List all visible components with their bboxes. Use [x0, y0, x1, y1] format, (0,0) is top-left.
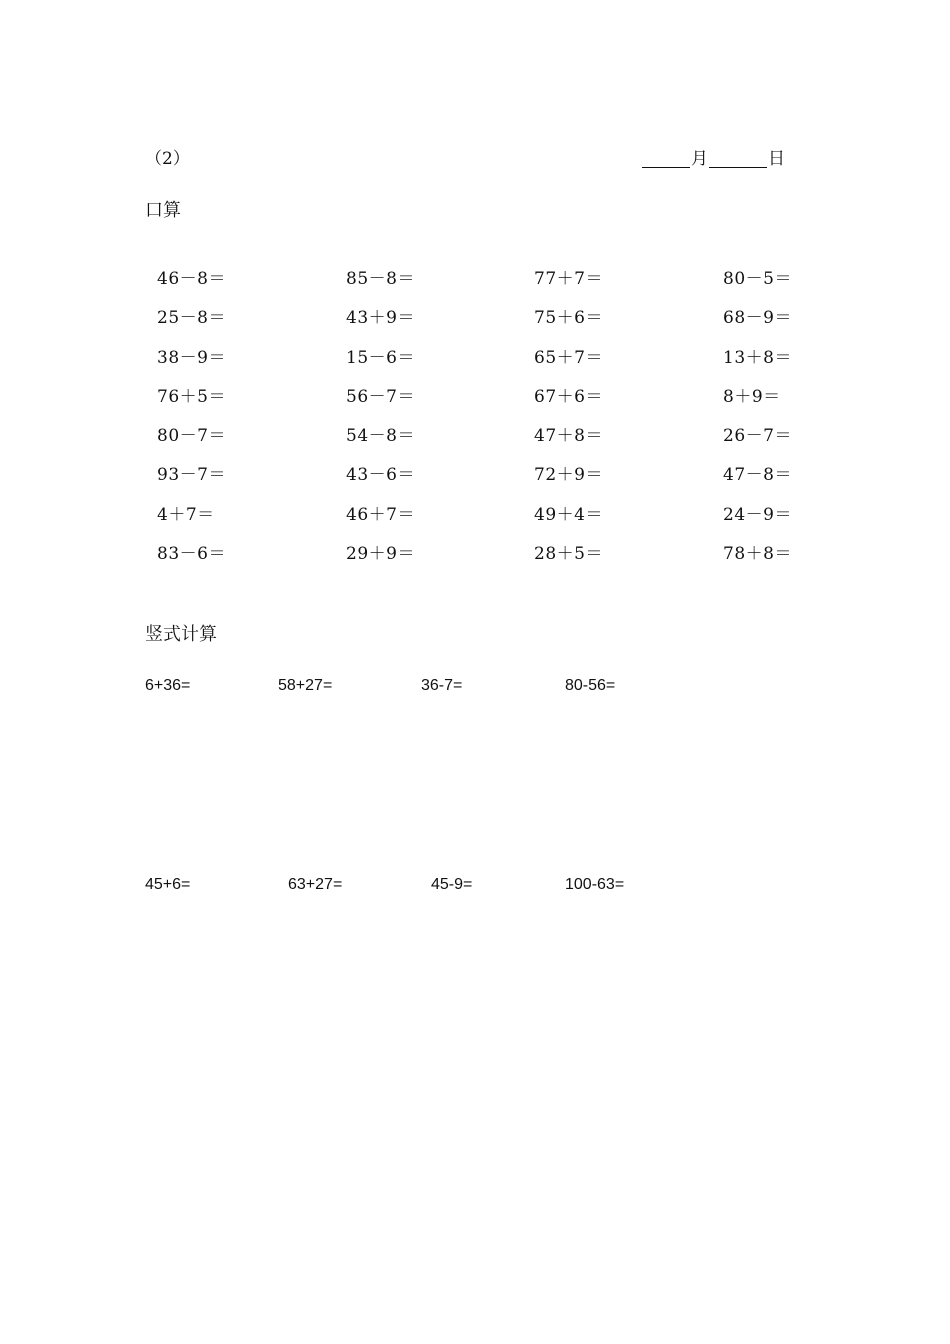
oral-problem: 13＋8＝ [723, 347, 792, 368]
month-label: 月 [691, 149, 708, 169]
oral-row [157, 421, 817, 460]
oral-row [157, 264, 817, 303]
oral-row [157, 382, 817, 421]
oral-row [157, 460, 817, 499]
oral-problem: 38－9＝ [157, 347, 226, 368]
oral-problem: 75＋6＝ [534, 308, 603, 329]
oral-row [157, 539, 817, 578]
oral-problem: 26－7＝ [723, 426, 792, 447]
oral-row [157, 500, 817, 539]
oral-section-title: 口算 [145, 200, 181, 221]
oral-problem: 67＋6＝ [534, 386, 603, 407]
vertical-problem: 58+27= [278, 677, 333, 694]
exercise-number: （2） [145, 149, 190, 169]
oral-problem: 43－6＝ [346, 465, 415, 486]
vertical-problem: 100-63= [565, 876, 625, 893]
oral-problem: 56－7＝ [346, 386, 415, 407]
vertical-problem: 63+27= [288, 876, 343, 893]
oral-problem: 80－5＝ [723, 269, 792, 289]
vertical-problem: 45-9= [431, 876, 473, 893]
oral-problem-grid [157, 264, 817, 578]
vertical-problem: 45+6= [145, 876, 191, 893]
oral-row [157, 303, 817, 342]
oral-problem: 65＋7＝ [534, 347, 603, 368]
day-label: 日 [768, 149, 785, 169]
oral-problem: 25－8＝ [157, 308, 226, 329]
month-blank[interactable] [642, 151, 690, 168]
vertical-section-title: 竖式计算 [145, 624, 217, 645]
oral-problem: 29＋9＝ [346, 544, 415, 565]
oral-problem: 43＋9＝ [346, 308, 415, 329]
vertical-problem: 80-56= [565, 677, 616, 694]
oral-problem: 54－8＝ [346, 426, 415, 447]
oral-problem: 77＋7＝ [534, 269, 603, 289]
oral-problem: 24－9＝ [723, 504, 792, 525]
oral-problem: 8＋9＝ [723, 386, 781, 407]
day-blank[interactable] [709, 151, 767, 168]
oral-problem: 4＋7＝ [157, 504, 215, 525]
oral-problem: 80－7＝ [157, 426, 226, 447]
oral-problem: 83－6＝ [157, 544, 226, 565]
vertical-problem: 36-7= [421, 677, 463, 694]
oral-problem: 76＋5＝ [157, 386, 226, 407]
oral-problem: 85－8＝ [346, 269, 415, 289]
oral-problem: 93－7＝ [157, 465, 226, 486]
oral-problem: 46－8＝ [157, 269, 226, 289]
vertical-problem: 6+36= [145, 677, 191, 694]
oral-problem: 15－6＝ [346, 347, 415, 368]
oral-problem: 47－8＝ [723, 465, 792, 486]
oral-problem: 49＋4＝ [534, 504, 603, 525]
date-line [642, 151, 786, 168]
oral-problem: 28＋5＝ [534, 544, 603, 565]
oral-problem: 47＋8＝ [534, 426, 603, 447]
oral-problem: 68－9＝ [723, 308, 792, 329]
oral-row [157, 343, 817, 382]
oral-problem: 46＋7＝ [346, 504, 415, 525]
oral-problem: 78＋8＝ [723, 544, 792, 565]
oral-problem: 72＋9＝ [534, 465, 603, 486]
